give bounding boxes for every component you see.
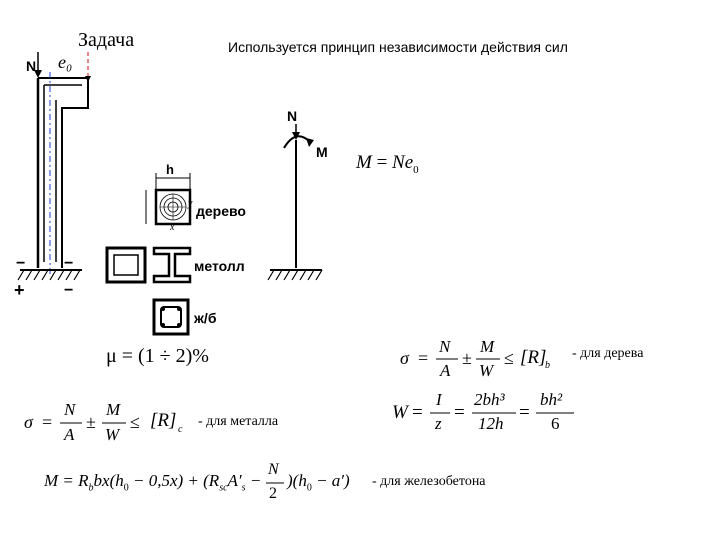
num-n-metal: N [64,400,76,419]
sign-plus: + [14,280,25,300]
rc-den-2: 2 [269,485,277,502]
page-title: Задача [78,29,135,51]
le-metal: ≤ [130,412,140,432]
subtitle: Используется принцип независимости действия сил [228,39,568,55]
den-w-wood: W [479,361,494,380]
sign-minus-bottom: − [64,282,74,299]
num-bh2: bh² [540,390,563,409]
r-metal: [R] [150,410,177,431]
le-wood: ≤ [504,348,514,368]
eq2-modulus: = [454,402,465,423]
den-a-wood: A [440,361,451,380]
den-a-metal: A [64,425,75,444]
note-metal: - для металла [198,414,279,429]
section-h-label: h [166,162,174,177]
pm-wood: ± [462,348,472,368]
eq-metal: = [42,412,53,432]
force-label-n: N [26,58,37,74]
r-wood-sub: b [545,360,550,371]
pm-metal: ± [86,412,96,432]
frame-moment-label: M [316,144,328,160]
eq-wood: = [418,348,429,368]
sign-minus-right: − [64,255,74,272]
label-wood: дерево [196,203,246,219]
sigma-wood: σ [400,348,409,368]
w-modulus: W [392,402,408,423]
note-wood: - для дерева [572,346,644,361]
den-12h: 12h [478,414,504,433]
formula-rc: $M = R_bbx(h_0 - 0,5x) + (R_{sc}A'_s$ − [44,471,262,494]
note-rc: - для железобетона [372,474,486,489]
formula-moment: $M = Ne_0$ [356,152,419,176]
num-2bh3: 2bh³ [474,390,505,409]
eq3-modulus: = [519,402,530,423]
r-wood: [R] [520,347,547,368]
section-y-label: y [188,198,193,209]
eccentricity-label: e₀ [58,52,73,72]
label-rc: ж/б [194,310,217,326]
den-z: z [435,414,442,433]
num-m-metal: M [106,400,121,419]
num-n-wood: N [439,337,451,356]
sigma-metal: σ [24,412,33,432]
rc-num-n: N [268,461,279,478]
eq1-modulus: = [412,402,423,423]
formula-mu: μ = (1 ÷ 2)% [106,345,209,367]
frame-force-label: N [287,108,298,124]
formula-rc-end: )$(h_0 - a')$ [287,471,350,494]
den-6: 6 [551,414,560,433]
r-metal-sub: c [178,424,183,435]
section-x-label: x [170,222,175,233]
num-i: I [436,390,442,409]
den-w-metal: W [105,425,120,444]
label-metal: метолл [194,258,245,274]
num-m-wood: M [480,337,495,356]
sign-minus-left: − [16,255,26,272]
